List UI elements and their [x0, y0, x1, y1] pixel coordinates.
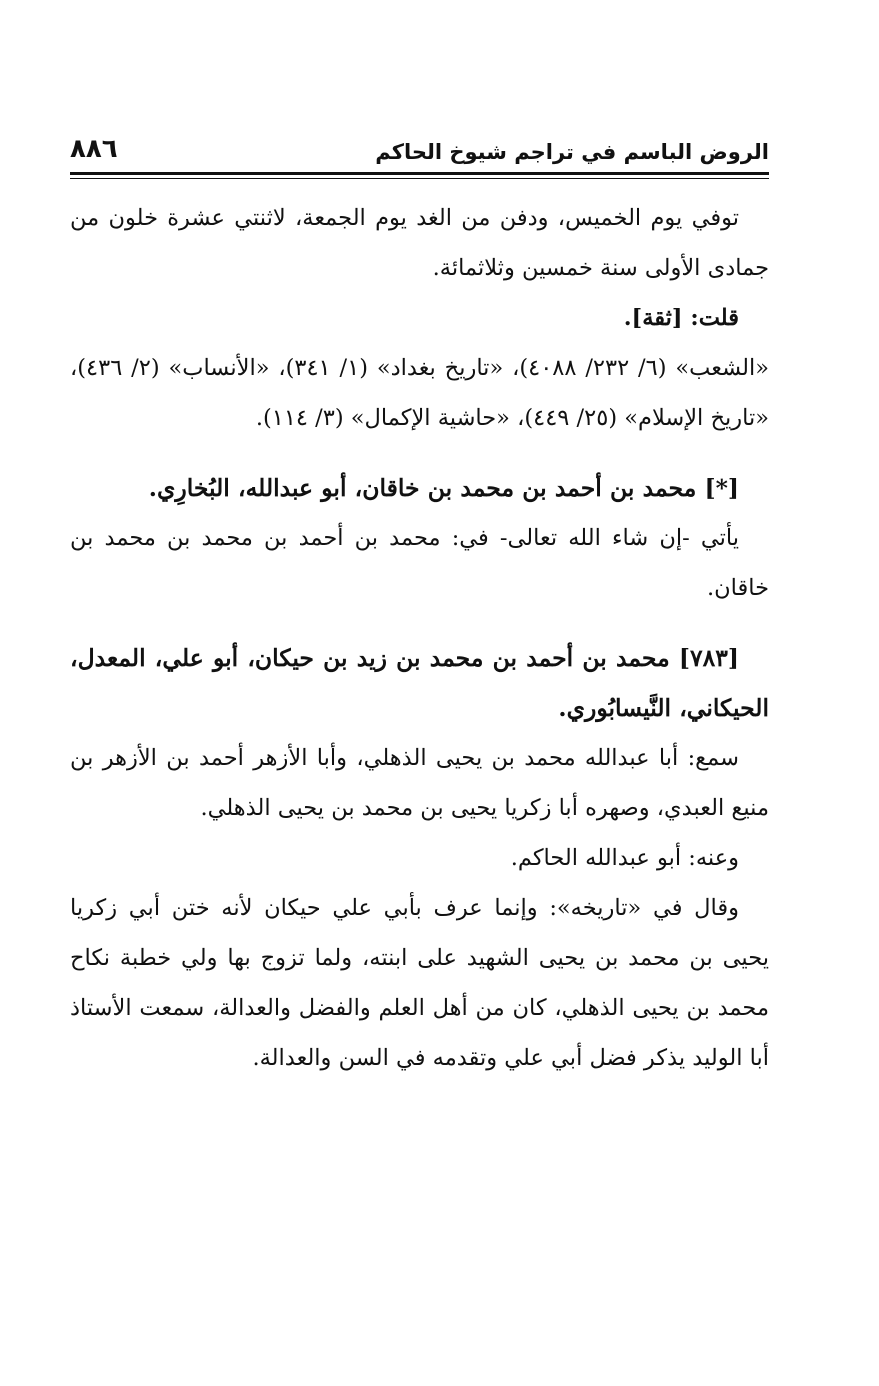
page-body: [70, 193, 769, 1083]
sources-paragraph: «الشعب» (٦/ ٢٣٢/ ٤٠٨٨)، «تاريخ بغداد» (١/ ٣٤١)، «الأنساب» (٢/ ٤٣٦)، «تاريخ الإسلام» (٢٥/ ٤٤٩)، «حاشية الإكمال» (٣/ ١١٤).: [70, 355, 770, 431]
cross-reference-paragraph: يأتي -إن شاء الله تعالى- في: محمد بن أحمد بن محمد بن محمد بن خاقان.: [70, 525, 769, 601]
page-number: ٨٨٦: [70, 134, 118, 164]
verdict-line: قلت: [ثقة].: [623, 305, 739, 331]
teachers-paragraph: سمع: أبا عبدالله محمد بن يحيى الذهلي، وأبا الأزهر أحمد بن الأزهر بن منيع العبدي، وصهره أبا زكريا يحيى بن محمد بن يحيى الذهلي.: [70, 745, 769, 821]
header-rule-thick: [70, 172, 769, 175]
death-paragraph: توفي يوم الخميس، ودفن من الغد يوم الجمعة، لاثنتي عشرة خلون من جمادى الأولى سنة خمسين وثلاثمائة.: [70, 205, 769, 281]
history-quote-paragraph: وقال في «تاريخه»: وإنما عرف بأبي علي حيكان لأنه ختن أبي زكريا يحيى بن محمد بن يحيى الشهيد على ابنته، ولما تزوج بها ولي خطبة نكاح محمد بن يحيى الذهلي، كان من أهل العلم والفضل والعدالة، سمعت الأستاذ أبا الوليد يذكر فضل أبي علي وتقدمه في السن والعدالة.: [70, 895, 769, 1071]
header-rule-thin: [70, 178, 769, 179]
running-header: [70, 120, 769, 164]
entry-heading-cross-reference: [*] محمد بن أحمد بن محمد بن خاقان، أبو عبدالله، البُخارِي.: [148, 474, 739, 502]
book-title: الروض الباسم في تراجم شيوخ الحاكم: [375, 140, 769, 164]
book-page: [70, 120, 769, 1083]
entry-heading-783: [٧٨٣] محمد بن أحمد بن محمد بن زيد بن حيكان، أبو علي، المعدل، الحيكاني، النَّيسابُوري.: [70, 644, 769, 722]
students-paragraph: وعنه: أبو عبدالله الحاكم.: [510, 845, 739, 871]
